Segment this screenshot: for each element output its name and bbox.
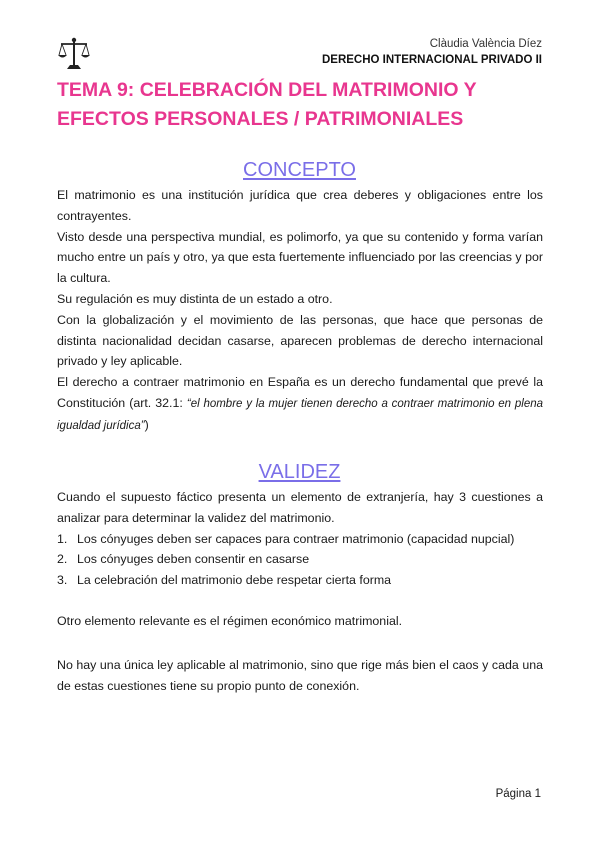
subject-name: DERECHO INTERNACIONAL PRIVADO II: [321, 54, 542, 66]
paragraph: Su regulación es muy distinta de un estado a otro.: [57, 291, 333, 306]
paragraph: [57, 372, 543, 436]
paragraph-text: El derecho a contraer matrimonio en España es un derecho fundamental que prevé la Constitución (art. 32.1:: [57, 375, 543, 410]
section-heading-validez: VALIDEZ: [258, 461, 341, 483]
paragraph-otro-elemento: Otro elemento relevante es el régimen económico matrimonial.: [57, 614, 403, 628]
paragraph: El matrimonio es una institución jurídica que crea deberes y obligaciones entre los contrayentes.: [57, 188, 543, 223]
paragraph: Visto desde una perspectiva mundial, es polimorfo, ya que su contenido y forma varían mucho entre un país y otro, ya que esta fuertemente influenciado por las creencias y por la cultura.: [57, 229, 543, 286]
list-number: 2.: [57, 552, 68, 567]
list-number: 1.: [57, 531, 68, 546]
list-text: Los cónyuges deben ser capaces para contraer matrimonio (capacidad nupcial): [77, 531, 515, 546]
list-text: La celebración del matrimonio debe respetar cierta forma: [77, 573, 392, 588]
page-title: TEMA 9: CELEBRACIÓN DEL MATRIMONIO Y EFECTOS PERSONALES / PATRIMONIALES: [57, 79, 477, 130]
paragraph-text: ): [144, 417, 149, 432]
list-item: [57, 570, 543, 591]
constitution-quote: “el hombre y la mujer tienen derecho a contraer matrimonio en plena igualdad jurídica”: [57, 397, 543, 432]
author-name: Clàudia València Díez: [429, 38, 542, 50]
paragraph: Cuando el supuesto fáctico presenta un elemento de extranjería, hay 3 cuestiones a analizar para determinar la validez del matrimonio.: [57, 490, 543, 525]
page-header: [322, 36, 542, 68]
cuestiones-list: [57, 529, 543, 591]
list-item: [57, 549, 543, 570]
validez-body: [57, 487, 543, 591]
paragraph-ley-aplicable: No hay una única ley aplicable al matrimonio, sino que rige más bien el caos y cada una de estas cuestiones tiene su propio punto de conexión.: [57, 658, 543, 693]
section-heading-concepto: CONCEPTO: [243, 159, 356, 181]
concepto-body: [57, 185, 543, 437]
page-number: Página 1: [495, 788, 541, 800]
list-number: 3.: [57, 573, 68, 588]
list-item: [57, 529, 543, 550]
scales-of-justice-icon: [58, 36, 90, 70]
list-text: Los cónyuges deben consentir en casarse: [77, 552, 310, 567]
paragraph: Con la globalización y el movimiento de las personas, que hace que personas de distinta nacionalidad decidan casarse, aparecen problemas de derecho internacional privado y ley aplicable.: [57, 312, 543, 369]
